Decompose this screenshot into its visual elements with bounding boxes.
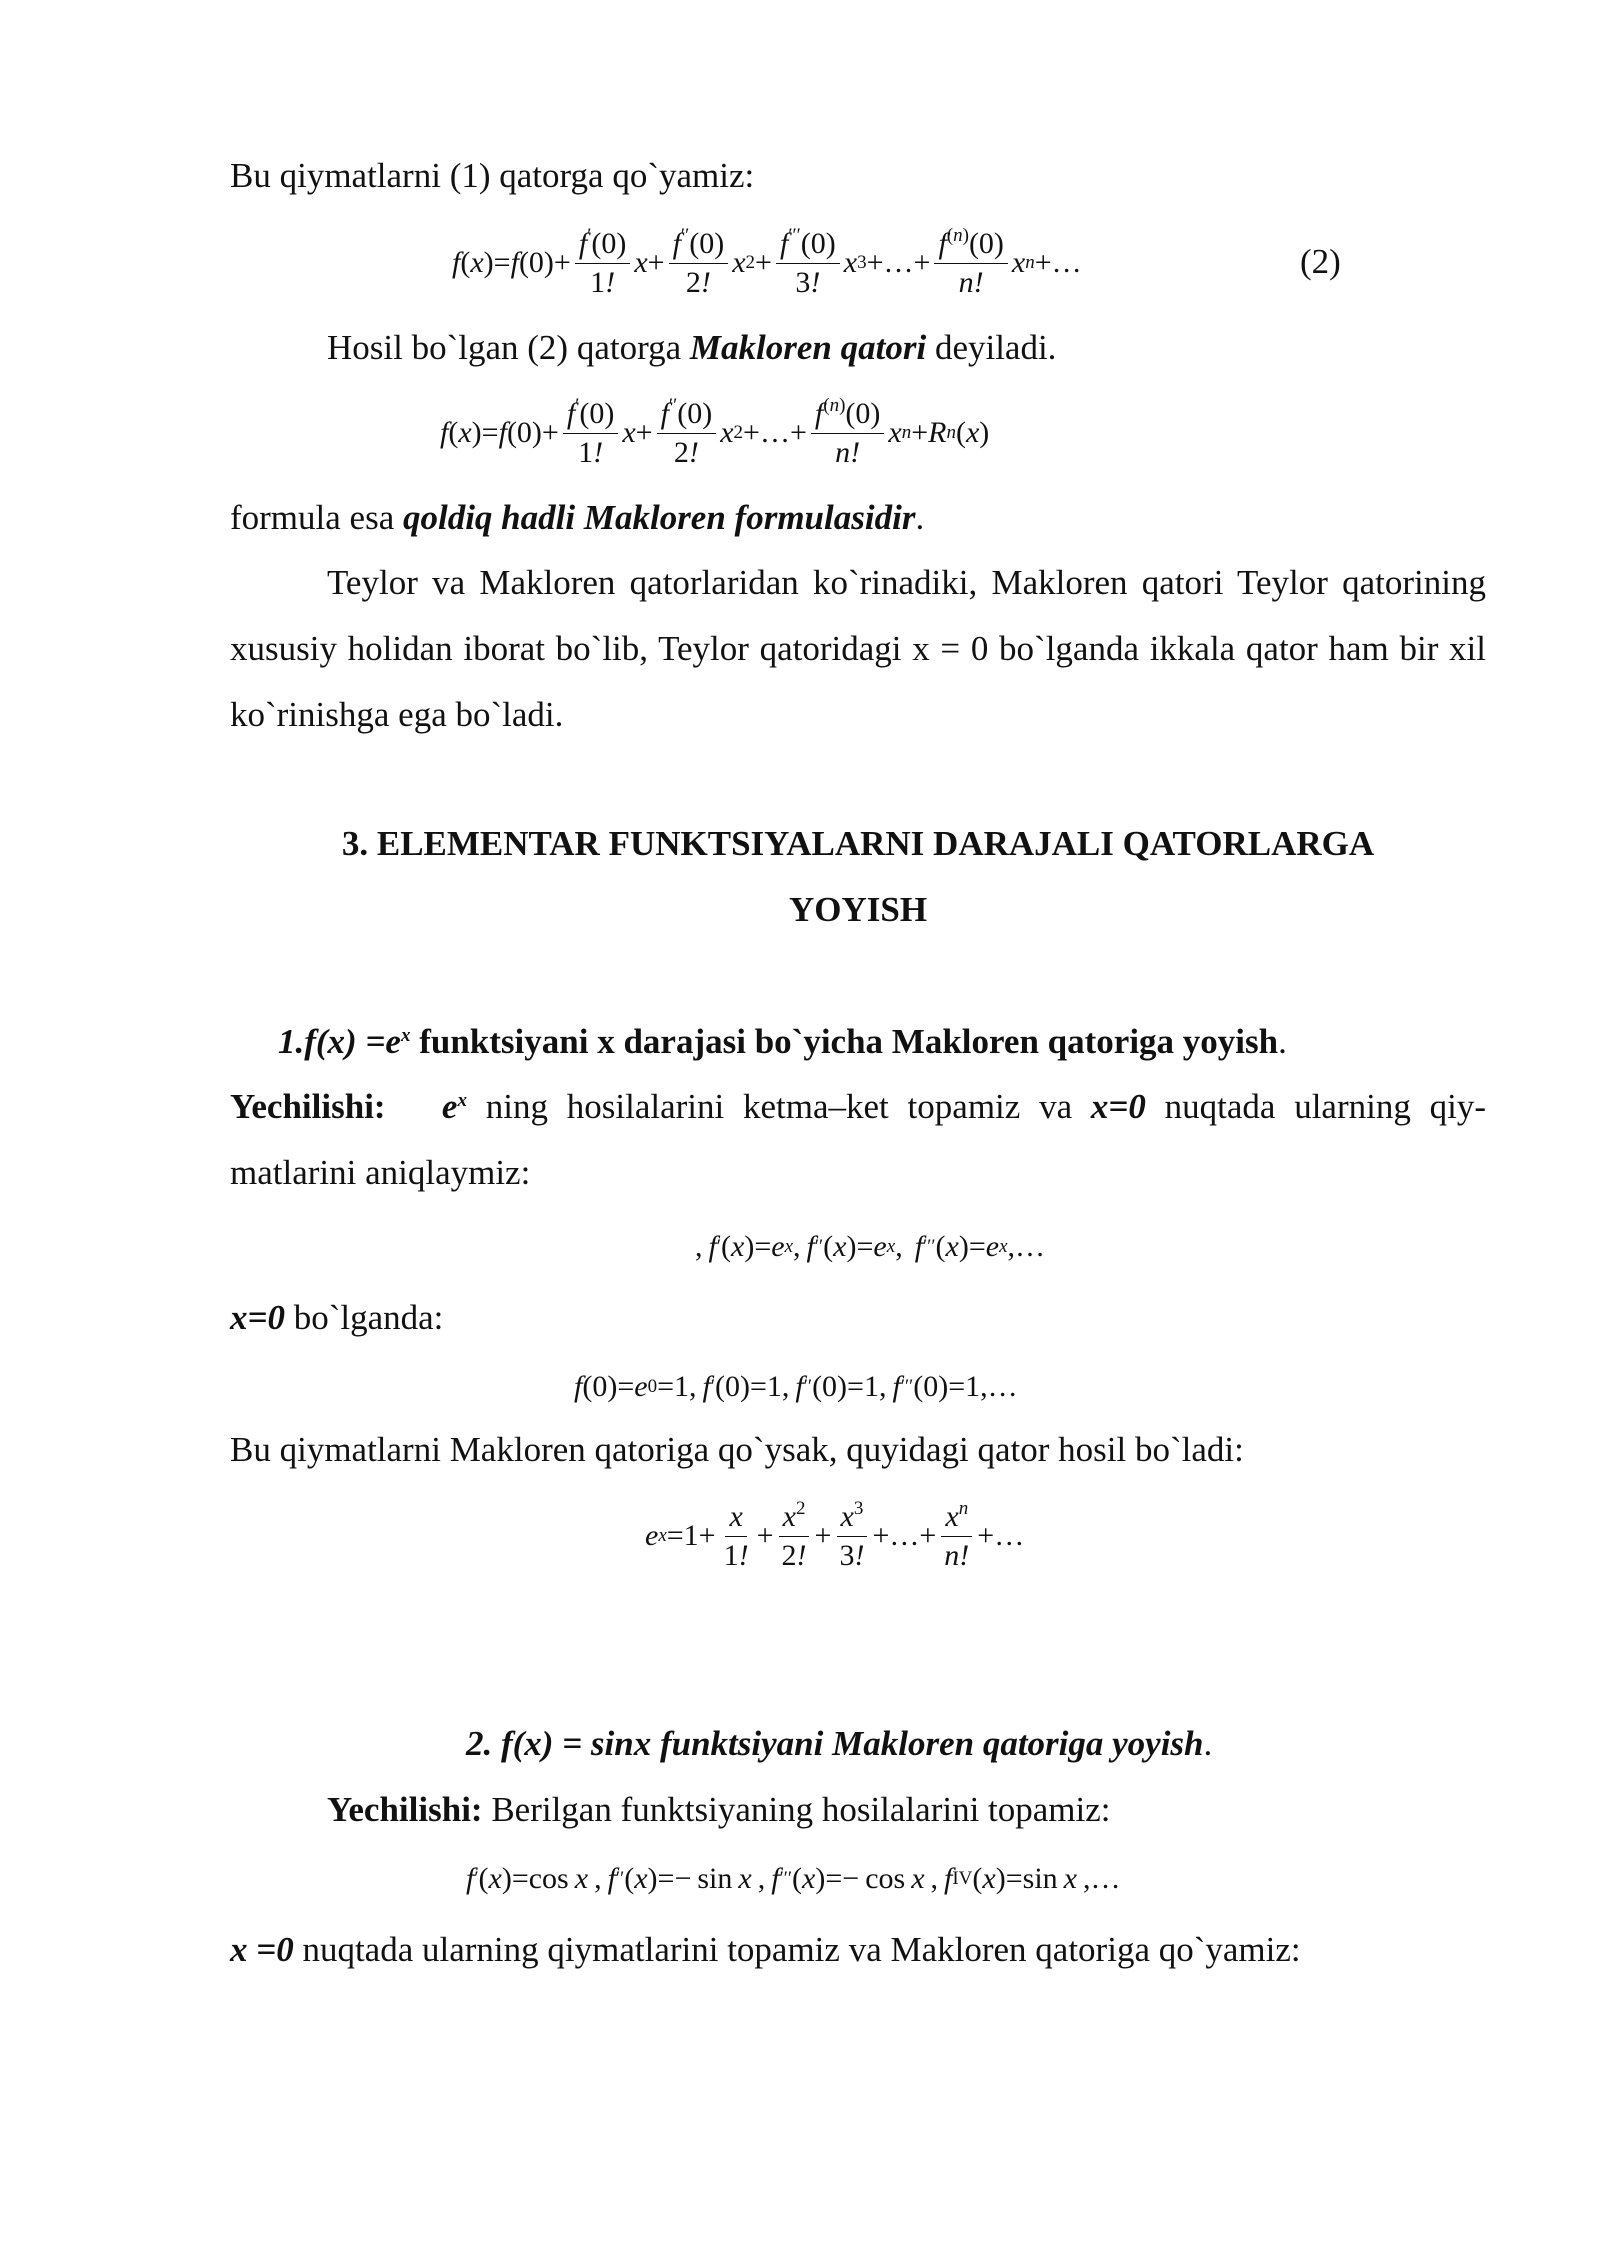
- teylor-paragraph: Teylor va Makloren qatorlaridan ko`rinadiki, Makloren qatori Teylor qatorining xususiy holidan iborat bo`lib, Teylor qatoridagi x = 0 bo`lganda ikkala qator ham bir xil ko`rinishga ega bo`ladi.: [230, 563, 1486, 734]
- final-line-text: nuqtada ularning qiymatlarini topamiz va Makloren qatoriga qo`yamiz:: [293, 1930, 1301, 1969]
- solution-label: Yechilishi:: [230, 1087, 386, 1126]
- formula-remark-text: formula esa: [230, 498, 403, 537]
- equation-number: (2): [1300, 242, 1341, 281]
- formula-remark-term: qoldiq hadli Makloren formulasidir: [402, 498, 916, 537]
- exp-exponent: x: [457, 1090, 467, 1111]
- solution-1-point: x=0: [1090, 1087, 1146, 1126]
- x0-label: x=0: [230, 1298, 285, 1337]
- exp-base: e: [441, 1087, 458, 1126]
- definition-term: Makloren qatori: [689, 328, 927, 367]
- subsection-2-text: 2. f(x) = sinx funktsiyani Makloren qatoriga yoyish: [466, 1724, 1204, 1763]
- definition-end: deyiladi.: [926, 328, 1057, 367]
- exp-derivatives-formula: , f ′ ( x )= e x , f ′′ ( x )= e x , f ′′′ ( x )= e x ,…: [695, 1230, 1046, 1263]
- subsection-1-title: [278, 1020, 1287, 1064]
- solution-2-label: Yechilishi:: [327, 1790, 483, 1829]
- formula-remark: [230, 496, 924, 540]
- maclaurin-series-equation: f ( x )= f (0)+ $\frac{f'(0)}{1!}$ x + $\frac{f''(0)}{2!}$ x 2 + $\frac{f'''(0)}{3!}$ x 3 +…+ $\frac{f^{(n)}(0)}{n!}$ x n +…: [452, 224, 1082, 299]
- solution-1-text-end: nuqtada ularning qiy-matlarini aniqlaymiz:: [230, 1087, 1487, 1192]
- intro-line: Bu qiymatlarni (1) qatorga qo`yamiz:: [230, 156, 755, 195]
- x0-condition-line: [230, 1296, 443, 1340]
- subsection-1-exponent: x: [400, 1025, 411, 1046]
- final-line-point: x =0: [230, 1930, 294, 1969]
- subsection-2-end: .: [1203, 1724, 1213, 1763]
- subsection-2-title: [466, 1722, 1212, 1766]
- definition-text: Hosil bo`lgan (2) qatorga: [327, 328, 690, 367]
- sin-derivatives-formula: f ′ ( x )=cos x , f ′′ ( x )=− sin x , f ′′′ ( x )=− cos x , f IV ( x )=sin x ,…: [466, 1862, 1121, 1895]
- x0-text: bo`lganda:: [284, 1298, 444, 1337]
- solution-1-paragraph: [230, 1074, 1486, 1206]
- exp-maclaurin-series: e x =1+ $\frac{x}{1!}$ + $\frac{x^2}{2!}$ + $\frac{x^3}{3!}$ +…+ $\frac{x^n}{n!}$ +…: [645, 1497, 1025, 1572]
- final-line: [230, 1928, 1301, 1972]
- maclaurin-remainder-formula: f ( x )= f (0)+ $\frac{f'(0)}{1!}$ x + $\frac{f''(0)}{2!}$ x 2 +…+ $\frac{f^{(n)}(0)}{n!}$ x n + R n ( x ): [440, 394, 990, 469]
- subsection-1-text: funktsiyani x darajasi bo`yicha Makloren qatoriga yoyish: [410, 1022, 1279, 1061]
- section-heading-line2: YOYISH: [788, 890, 928, 929]
- exp-values-at-zero-formula: f (0)= e 0 =1, f ′ (0)=1, f ′′ (0)=1, f ′′′ (0)=1,…: [574, 1370, 1018, 1403]
- formula-remark-end: .: [915, 498, 925, 537]
- subsection-1-end: .: [1278, 1022, 1287, 1061]
- substitution-line: Bu qiymatlarni Makloren qatoriga qo`ysak, quyidagi qator hosil bo`ladi:: [230, 1430, 1244, 1469]
- subsection-1-func: 1.f(x) =e: [278, 1022, 401, 1061]
- solution-2-text: Berilgan funktsiyaning hosilalarini topamiz:: [482, 1790, 1111, 1829]
- solution-2-line: [327, 1788, 1111, 1832]
- maclaurin-definition-line: [327, 326, 1056, 370]
- solution-1-text: ning hosilalarini ketma–ket topamiz va: [466, 1087, 1091, 1126]
- section-heading-line1: 3. ELEMENTAR FUNKTSIYALARNI DARAJALI QATORLARGA: [341, 824, 1375, 863]
